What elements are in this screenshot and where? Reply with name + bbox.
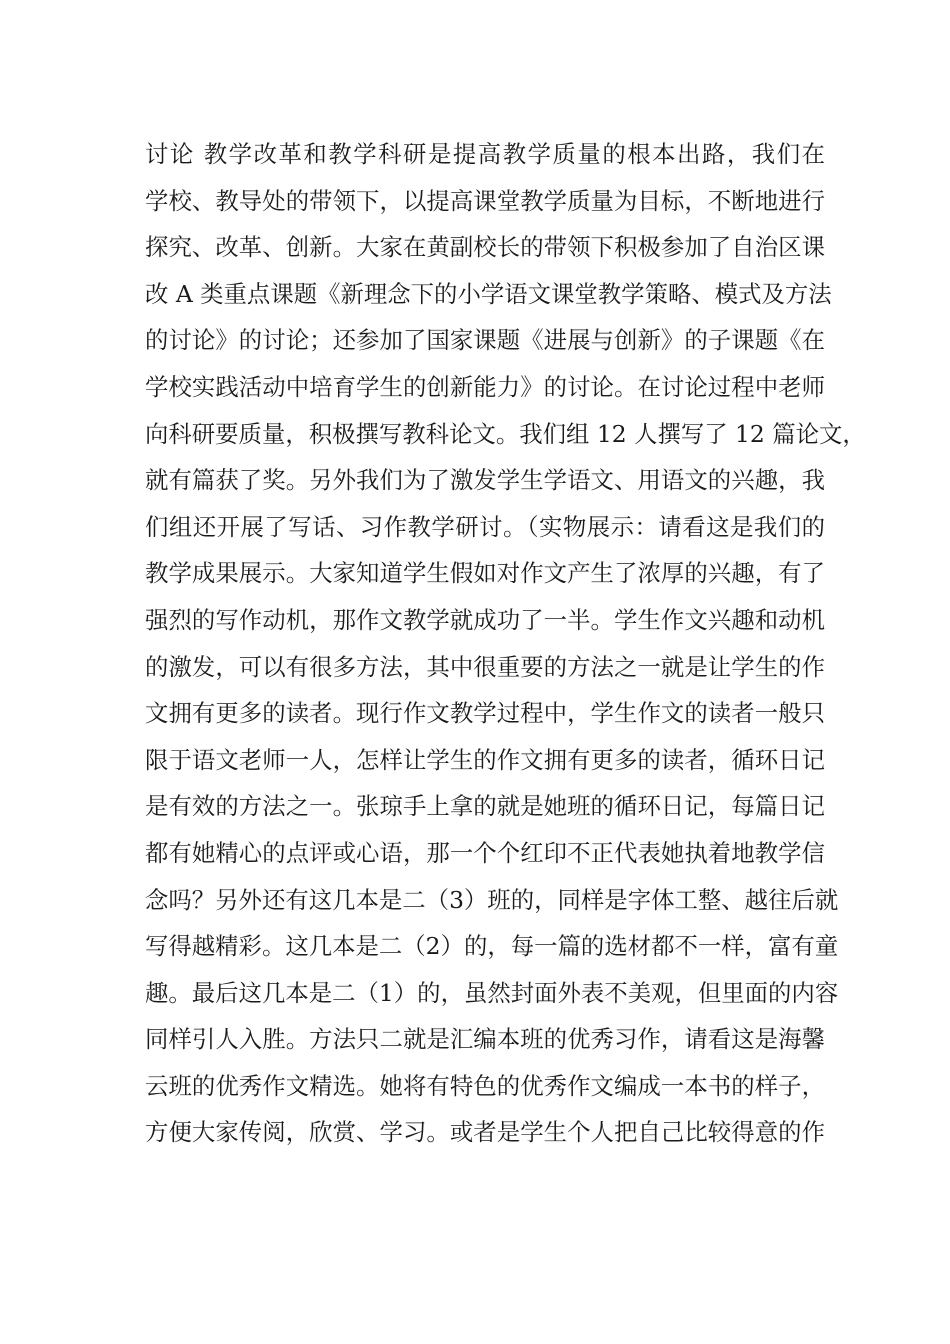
text-line-3: 探究、改革、创新。大家在黄副校长的带领下积极参加了自治区课	[145, 233, 825, 262]
text-line-11: 强烈的写作动机，那作文教学就成功了一半。学生作文兴趣和动机	[145, 605, 825, 634]
text-line-9: 们组还开展了写话、习作教学研讨。（实物展示：请看这是我们的	[145, 512, 825, 541]
body-text	[145, 136, 866, 1161]
text-line-6: 学校实践活动中培育学生的创新能力》的讨论。在讨论过程中老师	[145, 372, 825, 401]
text-line-10: 教学成果展示。大家知道学生假如对作文产生了浓厚的兴趣，有了	[145, 559, 825, 588]
text-line-13: 文拥有更多的读者。现行作文教学过程中，学生作文的读者一般只	[145, 699, 825, 728]
text-line-2: 学校、教导处的带领下，以提高课堂教学质量为目标，不断地进行	[145, 186, 825, 215]
text-line-18: 写得越精彩。这几本是二（2）的，每一篇的选材都不一样，富有童	[145, 932, 839, 961]
text-line-7: 向科研要质量，积极撰写教科论文。我们组 12 人撰写了 12 篇论文，	[145, 419, 866, 448]
text-line-14: 限于语文老师一人，怎样让学生的作文拥有更多的读者，循环日记	[145, 745, 825, 774]
text-line-21: 云班的优秀作文精选。她将有特色的优秀作文编成一本书的样子，	[145, 1071, 825, 1100]
text-line-5: 的讨论》的讨论；还参加了国家课题《进展与创新》的子课题《在	[145, 326, 825, 355]
text-line-8: 就有篇获了奖。另外我们为了激发学生学语文、用语文的兴趣，我	[145, 466, 825, 495]
text-line-4: 改 A 类重点课题《新理念下的小学语文课堂教学策略、模式及方法	[145, 279, 832, 308]
text-line-12: 的激发，可以有很多方法，其中很重要的方法之一就是让学生的作	[145, 652, 825, 681]
text-line-16: 都有她精心的点评或心语，那一个个红印不正代表她执着地教学信	[145, 838, 825, 867]
text-line-15: 是有效的方法之一。张琼手上拿的就是她班的循环日记，每篇日记	[145, 792, 825, 821]
text-line-20: 同样引人入胜。方法只二就是汇编本班的优秀习作，请看这是海馨	[145, 1025, 825, 1054]
text-line-19: 趣。最后这几本是二（1）的，虽然封面外表不美观，但里面的内容	[145, 978, 839, 1007]
text-line-22: 方便大家传阅，欣赏、学习。或者是学生个人把自己比较得意的作	[145, 1118, 825, 1147]
text-line-17: 念吗？另外还有这几本是二（3）班的，同样是字体工整、越往后就	[145, 885, 839, 914]
text-line-1: 讨论 教学改革和教学科研是提高教学质量的根本出路，我们在	[145, 140, 825, 168]
